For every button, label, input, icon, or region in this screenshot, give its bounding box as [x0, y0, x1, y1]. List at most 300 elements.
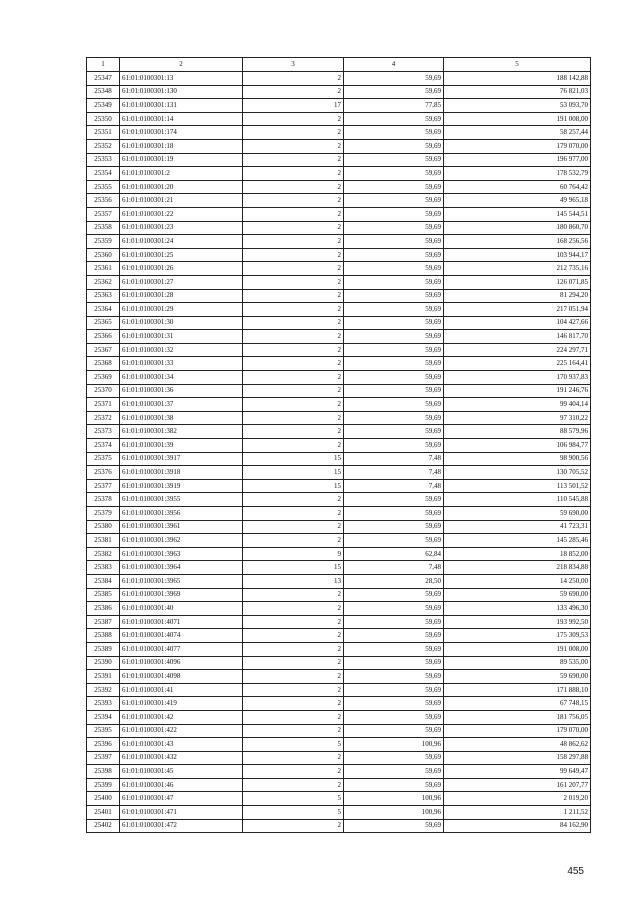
table-row	[87, 656, 591, 670]
table-cell: 61:01:0100301:174	[120, 126, 243, 140]
table-cell: 61:01:0100301:27	[120, 275, 243, 289]
table-cell: 2	[243, 751, 344, 765]
table-cell: 2	[243, 507, 344, 521]
table-cell: 25372	[87, 411, 120, 425]
table-cell: 188 142,88	[444, 72, 591, 86]
table-cell: 25399	[87, 778, 120, 792]
table-cell: 2	[243, 629, 344, 643]
table-row	[87, 819, 591, 833]
table-cell: 25381	[87, 534, 120, 548]
table-cell: 61:01:0100301:30	[120, 316, 243, 330]
table-row	[87, 629, 591, 643]
table-cell: 2	[243, 724, 344, 738]
table-row	[87, 507, 591, 521]
table-cell: 2	[243, 398, 344, 412]
table-cell: 59,69	[344, 72, 444, 86]
table-cell: 76 821,03	[444, 85, 591, 99]
table-row	[87, 207, 591, 221]
table-cell: 133 496,30	[444, 602, 591, 616]
table-cell: 25391	[87, 670, 120, 684]
table-row	[87, 85, 591, 99]
table-cell: 25352	[87, 139, 120, 153]
table-cell: 61:01:0100301:3969	[120, 588, 243, 602]
table-cell: 14 250,00	[444, 574, 591, 588]
table-cell: 59,69	[344, 439, 444, 453]
table-cell: 2	[243, 235, 344, 249]
table-cell: 191 246,76	[444, 384, 591, 398]
table-body	[87, 58, 591, 833]
table-cell: 61:01:0100301:3965	[120, 574, 243, 588]
table-header-row	[87, 58, 591, 72]
table-cell: 59,69	[344, 588, 444, 602]
table-cell: 61:01:0100301:24	[120, 235, 243, 249]
table-row	[87, 289, 591, 303]
table-cell: 62,84	[344, 547, 444, 561]
table-cell: 2	[243, 493, 344, 507]
table-cell: 2	[243, 167, 344, 181]
table-row	[87, 724, 591, 738]
table-cell: 59,69	[344, 710, 444, 724]
table-cell: 104 427,66	[444, 316, 591, 330]
table-cell: 103 944,17	[444, 248, 591, 262]
table-cell: 25382	[87, 547, 120, 561]
table-cell: 99 404,14	[444, 398, 591, 412]
table-cell: 25359	[87, 235, 120, 249]
table-row	[87, 330, 591, 344]
table-cell: 89 535,00	[444, 656, 591, 670]
table-row	[87, 642, 591, 656]
table-cell: 61:01:0100301:3963	[120, 547, 243, 561]
table-cell: 59,69	[344, 153, 444, 167]
table-cell: 61:01:0100301:3964	[120, 561, 243, 575]
table-cell: 1 211,52	[444, 806, 591, 820]
table-row	[87, 167, 591, 181]
table-cell: 130 705,52	[444, 466, 591, 480]
table-cell: 61:01:0100301:37	[120, 398, 243, 412]
table-cell: 59,69	[344, 425, 444, 439]
table-row	[87, 275, 591, 289]
table-cell: 61:01:0100301:23	[120, 221, 243, 235]
table-cell: 99 649,47	[444, 765, 591, 779]
table-row	[87, 479, 591, 493]
table-cell: 61:01:0100301:4096	[120, 656, 243, 670]
table-cell: 2	[243, 642, 344, 656]
table-row	[87, 126, 591, 140]
table-cell: 61:01:0100301:422	[120, 724, 243, 738]
table-cell: 59,69	[344, 343, 444, 357]
table-cell: 25360	[87, 248, 120, 262]
table-cell: 28,50	[344, 574, 444, 588]
table-cell: 59,69	[344, 248, 444, 262]
table-cell: 100,96	[344, 792, 444, 806]
table-cell: 2	[243, 778, 344, 792]
table-row	[87, 588, 591, 602]
table-cell: 2	[243, 221, 344, 235]
table-cell: 2	[243, 439, 344, 453]
table-cell: 2	[243, 139, 344, 153]
table-cell: 2	[243, 656, 344, 670]
table-cell: 41 723,31	[444, 520, 591, 534]
table-cell: 181 756,05	[444, 710, 591, 724]
table-cell: 61:01:0100301:34	[120, 371, 243, 385]
table-cell: 61:01:0100301:3955	[120, 493, 243, 507]
table-row	[87, 520, 591, 534]
table-cell: 97 310,22	[444, 411, 591, 425]
table-cell: 193 992,50	[444, 615, 591, 629]
table-cell: 59,69	[344, 289, 444, 303]
table-cell: 61:01:0100301:14	[120, 112, 243, 126]
table-cell: 59,69	[344, 629, 444, 643]
table-cell: 2 019,20	[444, 792, 591, 806]
table-row	[87, 343, 591, 357]
table-cell: 67 748,15	[444, 697, 591, 711]
table-cell: 61:01:0100301:3917	[120, 452, 243, 466]
table-cell: 179 070,00	[444, 139, 591, 153]
table-cell: 25354	[87, 167, 120, 181]
table-row	[87, 602, 591, 616]
table-cell: 2	[243, 765, 344, 779]
table-cell: 61:01:0100301:20	[120, 180, 243, 194]
table-row	[87, 411, 591, 425]
table-cell: 145 285,46	[444, 534, 591, 548]
table-cell: 59 690,00	[444, 507, 591, 521]
table-cell: 59,69	[344, 534, 444, 548]
table-cell: 2	[243, 112, 344, 126]
table-cell: 61:01:0100301:4077	[120, 642, 243, 656]
table-row	[87, 425, 591, 439]
table-cell: 25362	[87, 275, 120, 289]
table-cell: 61:01:0100301:18	[120, 139, 243, 153]
table-cell: 25389	[87, 642, 120, 656]
table-cell: 2	[243, 411, 344, 425]
table-cell: 15	[243, 479, 344, 493]
table-cell: 17	[243, 99, 344, 113]
table-row	[87, 180, 591, 194]
table-cell: 2	[243, 316, 344, 330]
table-cell: 2	[243, 343, 344, 357]
table-cell: 58 257,44	[444, 126, 591, 140]
table-cell: 175 309,53	[444, 629, 591, 643]
table-cell: 61:01:0100301:28	[120, 289, 243, 303]
table-cell: 25375	[87, 452, 120, 466]
table-cell: 84 162,90	[444, 819, 591, 833]
table-row	[87, 384, 591, 398]
column-header: 3	[243, 58, 344, 72]
table-cell: 145 544,51	[444, 207, 591, 221]
table-cell: 218 834,88	[444, 561, 591, 575]
table-cell: 25390	[87, 656, 120, 670]
table-cell: 59,69	[344, 194, 444, 208]
table-cell: 2	[243, 126, 344, 140]
table-cell: 77,85	[344, 99, 444, 113]
table-cell: 191 008,00	[444, 112, 591, 126]
table-cell: 25349	[87, 99, 120, 113]
table-cell: 61:01:0100301:47	[120, 792, 243, 806]
table-cell: 25368	[87, 357, 120, 371]
table-cell: 25367	[87, 343, 120, 357]
column-header: 4	[344, 58, 444, 72]
table-cell: 2	[243, 248, 344, 262]
table-cell: 25401	[87, 806, 120, 820]
table-row	[87, 751, 591, 765]
table-row	[87, 371, 591, 385]
table-cell: 61:01:0100301:3956	[120, 507, 243, 521]
table-cell: 59,69	[344, 683, 444, 697]
table-cell: 59,69	[344, 139, 444, 153]
table-cell: 25355	[87, 180, 120, 194]
table-cell: 81 294,20	[444, 289, 591, 303]
table-cell: 61:01:0100301:36	[120, 384, 243, 398]
table-cell: 217 051,94	[444, 303, 591, 317]
table-cell: 2	[243, 670, 344, 684]
table-cell: 61:01:0100301:19	[120, 153, 243, 167]
table-row	[87, 139, 591, 153]
table-cell: 25376	[87, 466, 120, 480]
table-cell: 61:01:0100301:13	[120, 72, 243, 86]
table-cell: 59,69	[344, 112, 444, 126]
table-cell: 225 164,41	[444, 357, 591, 371]
table-cell: 2	[243, 357, 344, 371]
table-cell: 61:01:0100301:3962	[120, 534, 243, 548]
table-row	[87, 112, 591, 126]
table-row	[87, 262, 591, 276]
table-cell: 61:01:0100301:45	[120, 765, 243, 779]
table-cell: 5	[243, 738, 344, 752]
table-cell: 61:01:0100301:25	[120, 248, 243, 262]
table-cell: 59,69	[344, 602, 444, 616]
table-cell: 25370	[87, 384, 120, 398]
table-cell: 25369	[87, 371, 120, 385]
table-cell: 61:01:0100301:31	[120, 330, 243, 344]
table-row	[87, 439, 591, 453]
table-cell: 59,69	[344, 126, 444, 140]
table-cell: 25402	[87, 819, 120, 833]
table-cell: 25350	[87, 112, 120, 126]
table-cell: 25384	[87, 574, 120, 588]
table-row	[87, 194, 591, 208]
table-cell: 59,69	[344, 235, 444, 249]
table-cell: 59,69	[344, 357, 444, 371]
table-cell: 2	[243, 180, 344, 194]
table-cell: 53 093,70	[444, 99, 591, 113]
table-cell: 15	[243, 561, 344, 575]
table-row	[87, 547, 591, 561]
table-cell: 59,69	[344, 398, 444, 412]
table-cell: 171 888,10	[444, 683, 591, 697]
table-cell: 100,96	[344, 738, 444, 752]
table-cell: 25397	[87, 751, 120, 765]
table-cell: 25357	[87, 207, 120, 221]
table-cell: 59,69	[344, 778, 444, 792]
table-cell: 25361	[87, 262, 120, 276]
table-cell: 18 852,00	[444, 547, 591, 561]
table-cell: 59,69	[344, 180, 444, 194]
table-cell: 7,48	[344, 561, 444, 575]
table-cell: 25348	[87, 85, 120, 99]
table-cell: 49 965,18	[444, 194, 591, 208]
table-cell: 2	[243, 384, 344, 398]
table-cell: 25373	[87, 425, 120, 439]
table-row	[87, 683, 591, 697]
table-cell: 61:01:0100301:471	[120, 806, 243, 820]
table-row	[87, 561, 591, 575]
table-cell: 25365	[87, 316, 120, 330]
table-cell: 15	[243, 452, 344, 466]
column-header: 1	[87, 58, 120, 72]
table-cell: 59,69	[344, 751, 444, 765]
table-cell: 25383	[87, 561, 120, 575]
table-cell: 25388	[87, 629, 120, 643]
table-row	[87, 778, 591, 792]
table-cell: 61:01:0100301:26	[120, 262, 243, 276]
table-cell: 59,69	[344, 507, 444, 521]
table-cell: 2	[243, 207, 344, 221]
table-row	[87, 153, 591, 167]
table-cell: 59,69	[344, 411, 444, 425]
table-cell: 25377	[87, 479, 120, 493]
table-cell: 25374	[87, 439, 120, 453]
table-row	[87, 452, 591, 466]
table-cell: 61:01:0100301:3919	[120, 479, 243, 493]
table-cell: 9	[243, 547, 344, 561]
table-cell: 2	[243, 330, 344, 344]
table-cell: 191 008,00	[444, 642, 591, 656]
table-cell: 61:01:0100301:419	[120, 697, 243, 711]
table-cell: 25393	[87, 697, 120, 711]
table-cell: 59,69	[344, 697, 444, 711]
table-cell: 2	[243, 602, 344, 616]
table-cell: 25371	[87, 398, 120, 412]
table-cell: 2	[243, 615, 344, 629]
table-row	[87, 738, 591, 752]
table-cell: 59,69	[344, 85, 444, 99]
table-row	[87, 99, 591, 113]
table-cell: 61:01:0100301:43	[120, 738, 243, 752]
table-cell: 59,69	[344, 275, 444, 289]
table-cell: 48 862,62	[444, 738, 591, 752]
table-row	[87, 765, 591, 779]
table-cell: 61:01:0100301:472	[120, 819, 243, 833]
table-cell: 2	[243, 425, 344, 439]
table-cell: 110 545,88	[444, 493, 591, 507]
table-cell: 2	[243, 683, 344, 697]
table-row	[87, 670, 591, 684]
table-cell: 60 764,42	[444, 180, 591, 194]
table-cell: 25356	[87, 194, 120, 208]
table-cell: 106 984,77	[444, 439, 591, 453]
table-row	[87, 398, 591, 412]
table-cell: 170 937,83	[444, 371, 591, 385]
table-cell: 2	[243, 72, 344, 86]
table-row	[87, 303, 591, 317]
table-cell: 61:01:0100301:42	[120, 710, 243, 724]
table-cell: 2	[243, 534, 344, 548]
table-cell: 25347	[87, 72, 120, 86]
table-row	[87, 615, 591, 629]
table-cell: 61:01:0100301:2	[120, 167, 243, 181]
table-cell: 59,69	[344, 384, 444, 398]
table-cell: 100,96	[344, 806, 444, 820]
table-row	[87, 248, 591, 262]
table-cell: 2	[243, 85, 344, 99]
table-cell: 59,69	[344, 371, 444, 385]
table-cell: 161 207,77	[444, 778, 591, 792]
table-cell: 25396	[87, 738, 120, 752]
table-cell: 25358	[87, 221, 120, 235]
column-header: 2	[120, 58, 243, 72]
table-cell: 59,69	[344, 670, 444, 684]
table-cell: 7,48	[344, 466, 444, 480]
table-cell: 25364	[87, 303, 120, 317]
table-cell: 2	[243, 588, 344, 602]
table-cell: 59,69	[344, 493, 444, 507]
table-cell: 2	[243, 520, 344, 534]
table-cell: 179 070,00	[444, 724, 591, 738]
table-cell: 25353	[87, 153, 120, 167]
table-row	[87, 697, 591, 711]
cadastral-value-table	[86, 57, 591, 833]
table-cell: 61:01:0100301:131	[120, 99, 243, 113]
table-cell: 59,69	[344, 303, 444, 317]
table-cell: 2	[243, 303, 344, 317]
column-header: 5	[444, 58, 591, 72]
table-cell: 212 735,16	[444, 262, 591, 276]
table-cell: 2	[243, 275, 344, 289]
table-row	[87, 316, 591, 330]
table-cell: 61:01:0100301:39	[120, 439, 243, 453]
table-cell: 158 297,88	[444, 751, 591, 765]
table-cell: 2	[243, 262, 344, 276]
table-cell: 5	[243, 792, 344, 806]
page-number: 455	[567, 866, 584, 877]
table-row	[87, 534, 591, 548]
table-cell: 126 071,85	[444, 275, 591, 289]
table-cell: 61:01:0100301:38	[120, 411, 243, 425]
table-cell: 61:01:0100301:40	[120, 602, 243, 616]
table-cell: 25394	[87, 710, 120, 724]
table-cell: 224 297,71	[444, 343, 591, 357]
table-cell: 180 860,70	[444, 221, 591, 235]
table-cell: 59,69	[344, 765, 444, 779]
table-row	[87, 72, 591, 86]
table-cell: 59,69	[344, 656, 444, 670]
table-cell: 196 977,00	[444, 153, 591, 167]
table-cell: 2	[243, 289, 344, 303]
table-row	[87, 710, 591, 724]
table-cell: 61:01:0100301:22	[120, 207, 243, 221]
table-cell: 61:01:0100301:432	[120, 751, 243, 765]
table-cell: 2	[243, 194, 344, 208]
table-cell: 98 900,56	[444, 452, 591, 466]
table-cell: 2	[243, 819, 344, 833]
table-cell: 59,69	[344, 615, 444, 629]
table-cell: 25379	[87, 507, 120, 521]
table-row	[87, 574, 591, 588]
table-cell: 7,48	[344, 479, 444, 493]
table-cell: 168 256,56	[444, 235, 591, 249]
table-cell: 25351	[87, 126, 120, 140]
table-cell: 59 690,00	[444, 670, 591, 684]
table-cell: 25395	[87, 724, 120, 738]
table-cell: 178 532,79	[444, 167, 591, 181]
table-cell: 25392	[87, 683, 120, 697]
table-cell: 25380	[87, 520, 120, 534]
table-cell: 59,69	[344, 724, 444, 738]
table-cell: 25387	[87, 615, 120, 629]
table-cell: 59,69	[344, 520, 444, 534]
table-cell: 61:01:0100301:130	[120, 85, 243, 99]
table-cell: 59,69	[344, 262, 444, 276]
